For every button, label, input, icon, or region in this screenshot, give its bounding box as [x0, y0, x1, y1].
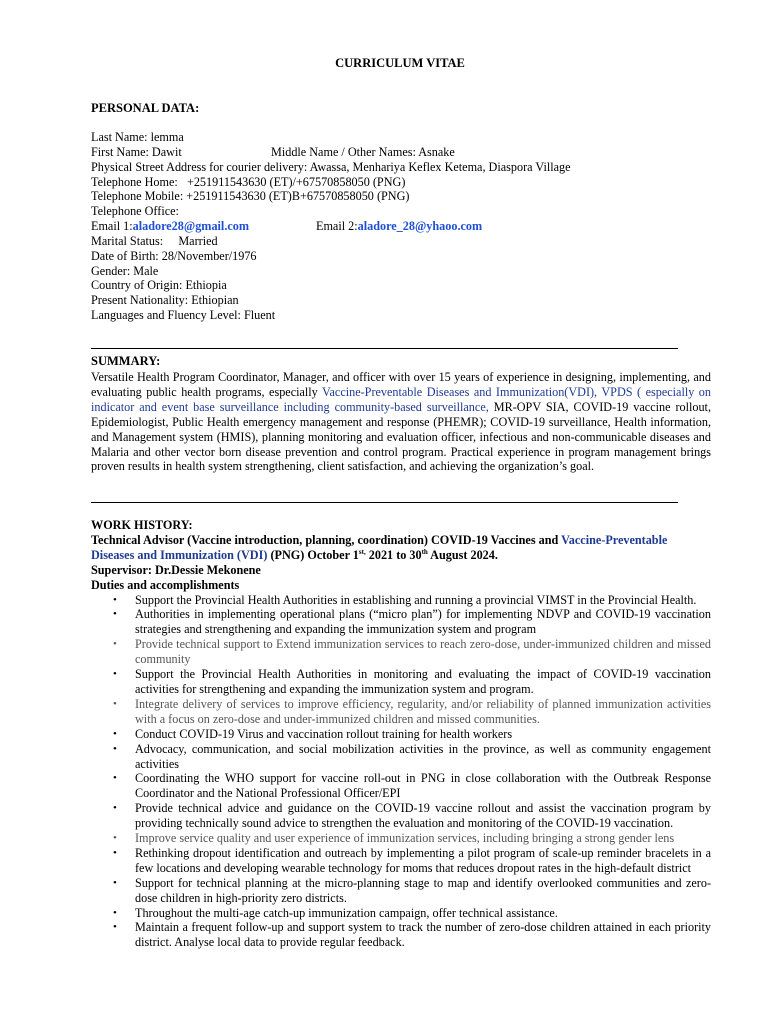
- duty-text: Integrate delivery of services to improve efficiency, regularity, and/or reliability of planned immunization activities with a focus on zero-dose and under-immunized children and missed communities.: [135, 696, 711, 726]
- bullet-icon: •: [113, 608, 117, 621]
- duty-item: [91, 742, 711, 772]
- personal-data-block: [91, 130, 731, 323]
- bullet-icon: •: [113, 921, 117, 934]
- work-history-section: [91, 518, 711, 950]
- duty-text: Support the Provincial Health Authorities in establishing and running a provincial VIMST in the Provincial Health.: [135, 592, 697, 607]
- telephone-home: Telephone Home: +251911543630 (ET)/+67570858050 (PNG): [91, 174, 406, 189]
- bullet-icon: •: [113, 668, 117, 681]
- bullet-icon: •: [113, 772, 117, 785]
- duty-item: [91, 846, 711, 876]
- bullet-icon: •: [113, 742, 117, 755]
- job-title-highlight: Vaccine-Preventable Diseases and Immunization (VDI): [91, 532, 668, 562]
- duty-item: [91, 801, 711, 831]
- document-title: CURRICULUM VITAE: [335, 56, 465, 70]
- telephone-mobile: Telephone Mobile: +251911543630 (ET)B+67570858050 (PNG): [91, 189, 410, 204]
- duty-text: Rethinking dropout identification and outreach by implementing a pilot program of scale-up reminder bracelets in a few locations and developing wearable technology for moms that reduces dropout rates in the high-default district: [135, 845, 711, 875]
- duty-item: [91, 831, 711, 846]
- job-title-dates-c: August 2024.: [427, 547, 498, 562]
- sup-th: th: [421, 547, 428, 556]
- marital-status: Marital Status: Married: [91, 233, 218, 248]
- street-address: Physical Street Address for courier delivery: Awassa, Menhariya Keflex Ketema, Diaspora Village: [91, 159, 571, 174]
- email-row: [91, 219, 731, 234]
- bullet-icon: •: [113, 697, 117, 710]
- duty-text: Coordinating the WHO support for vaccine roll-out in PNG in close collaboration with the Outbreak Response Coordinator and the National Professional Officer/EPI: [135, 771, 711, 801]
- email2-group: [316, 219, 482, 234]
- job-title: [91, 533, 711, 563]
- bullet-icon: •: [113, 832, 117, 845]
- duty-text: Improve service quality and user experience of immunization services, including bringing a strong gender lens: [135, 831, 675, 846]
- email2-label: Email 2:: [316, 219, 358, 234]
- job-title-dates-a: (PNG) October 1: [267, 547, 359, 562]
- duty-text: Support for technical planning at the micro-planning stage to map and identify overlooked communities and zero-dose children in high-priority zero districts.: [135, 875, 711, 905]
- duty-item: [91, 727, 711, 742]
- duty-item: [91, 607, 711, 637]
- duty-text: Provide technical support to Extend immunization services to reach zero-dose, under-immunized children and missed community: [135, 637, 711, 667]
- duty-item: [91, 771, 711, 801]
- bullet-icon: •: [113, 876, 117, 889]
- duty-item: [91, 593, 711, 608]
- summary-heading: SUMMARY:: [91, 354, 161, 368]
- bullet-icon: •: [113, 727, 117, 740]
- section-divider-1: [91, 348, 678, 349]
- telephone-office: Telephone Office:: [91, 204, 179, 219]
- email1-label: Email 1:: [91, 219, 133, 234]
- summary-highlight: Vaccine-Preventable Diseases and Immunization(VDI), VPDS ( especially on indicator and event base surveillance including community-based surveillance,: [91, 384, 711, 414]
- duty-item: [91, 697, 711, 727]
- work-history-heading: WORK HISTORY:: [91, 518, 193, 532]
- languages: Languages and Fluency Level: Fluent: [91, 308, 276, 323]
- summary-paragraph: [91, 370, 711, 474]
- duty-item: [91, 920, 711, 950]
- bullet-icon: •: [113, 906, 117, 919]
- duties-list: [91, 593, 711, 951]
- date-of-birth: Date of Birth: 28/November/1976: [91, 248, 257, 263]
- email2-link[interactable]: aladore_28@yhaoo.com: [357, 219, 483, 234]
- email1-link[interactable]: aladore28@gmail.com: [132, 219, 250, 234]
- bullet-icon: •: [113, 593, 117, 606]
- sup-st: st,: [358, 547, 366, 556]
- personal-data-heading: PERSONAL DATA:: [91, 101, 200, 115]
- duty-text: Provide technical advice and guidance on the COVID-19 vaccine rollout and assist the vaccination program by providing technically sound advice to strengthen the evaluation and monitoring of the COVID-19 vaccination.: [135, 801, 711, 831]
- duty-text: Conduct COVID-19 Virus and vaccination rollout training for health workers: [135, 726, 513, 741]
- duty-text: Authorities in implementing operational plans (“micro plan”) for implementing NDVP and COVID-19 vaccination strategies and strengthening and expanding the immunization system and program: [135, 607, 711, 637]
- duties-heading: Duties and accomplishments: [91, 577, 240, 592]
- summary-text-2: MR-OPV SIA, COVID-19 vaccine rollout, Epidemiologist, Public Health emergency management and response (PHEMR); COVID-19 surveillance, Health information, and Management system (HMIS), planning monitoring and evaluation officer, infectious and non-communicable diseases and Malaria and other vector born disease prevention and control program. Practical experience in program management brings proven results in health system strengthening, client satisfaction, and achieving the organization’s goal.: [91, 399, 711, 474]
- job-title-text: Technical Advisor (Vaccine introduction, planning, coordination) COVID-19 Vaccines and: [91, 532, 562, 547]
- middle-name: Middle Name / Other Names: Asnake: [271, 144, 455, 159]
- job-title-dates-b: 2021 to 30: [365, 547, 422, 562]
- summary-text-1: Versatile Health Program Coordinator, Manager, and officer with over 15 years of experience in designing, implementing, and evaluating public health programs, especially: [91, 370, 711, 399]
- nationality: Present Nationality: Ethiopian: [91, 293, 239, 308]
- duty-text: Advocacy, communication, and social mobilization activities in the province, as well as community engagement activities: [135, 741, 711, 771]
- duty-item: [91, 667, 711, 697]
- first-name: First Name: Dawit: [91, 144, 182, 159]
- bullet-icon: •: [113, 802, 117, 815]
- bullet-icon: •: [113, 638, 117, 651]
- country-of-origin: Country of Origin: Ethiopia: [91, 278, 227, 293]
- duty-text: Throughout the multi-age catch-up immunization campaign, offer technical assistance.: [135, 905, 558, 920]
- duty-item: [91, 876, 711, 906]
- duty-text: Support the Provincial Health Authorities in monitoring and evaluating the impact of COVID-19 vaccination activities for strengthening and expanding the immunization system and program.: [135, 667, 711, 696]
- bullet-icon: •: [113, 846, 117, 859]
- first-name-row: [91, 145, 731, 160]
- gender: Gender: Male: [91, 263, 159, 278]
- duty-text: Maintain a frequent follow-up and support system to track the number of zero-dose children attained in each priority district. Analyse local data to provide regular feedback.: [135, 920, 711, 950]
- duty-item: [91, 906, 711, 921]
- supervisor: Supervisor: Dr.Dessie Mekonene: [91, 562, 261, 577]
- duty-item: [91, 637, 711, 667]
- last-name: Last Name: lemma: [91, 130, 184, 144]
- section-divider-2: [91, 502, 678, 503]
